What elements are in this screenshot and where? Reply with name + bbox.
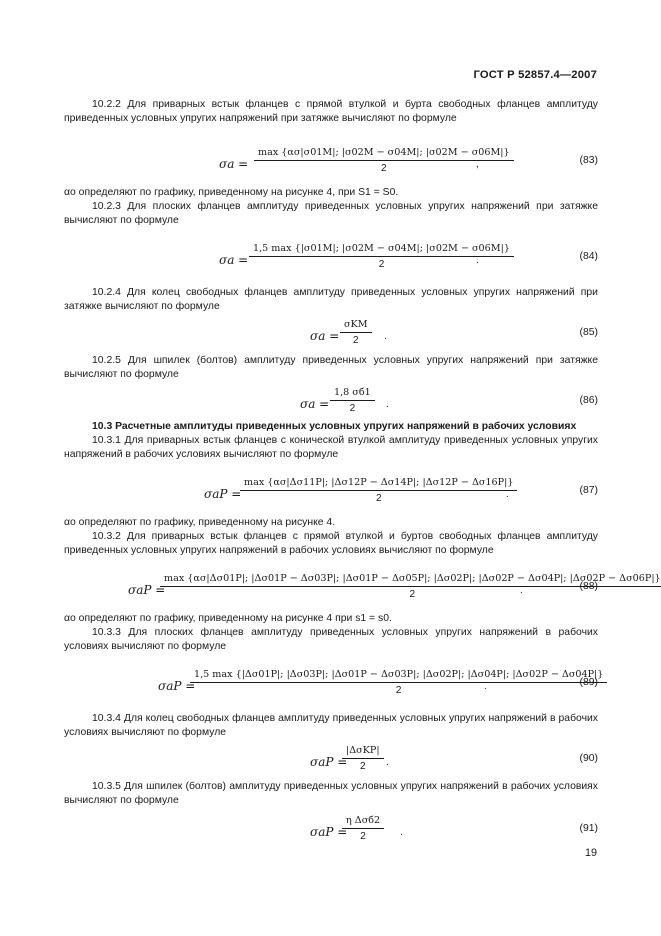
formula-fraction: [254, 146, 514, 176]
standard-header: ГОСТ Р 52857.4—2007: [473, 69, 597, 81]
formula-fraction: [190, 668, 607, 698]
equation-number: (89): [579, 677, 598, 688]
formula-lhs: σaP =: [158, 679, 196, 693]
equation-number: (86): [579, 395, 598, 406]
formula-91: [64, 814, 598, 848]
formula-84: [64, 242, 598, 276]
equation-number: (87): [579, 485, 598, 496]
formula-fraction: [249, 242, 514, 272]
formula-85: [64, 318, 598, 352]
formula-denominator: 2: [375, 493, 382, 505]
formula-punct: .: [400, 827, 403, 838]
formula-denominator: 2: [360, 831, 366, 843]
formula-punct: .: [484, 681, 487, 692]
equation-number: (83): [579, 155, 598, 166]
formula-fraction: [342, 744, 384, 774]
paragraph-10-2-4: 10.2.4 Для колец свободных фланцев амплитуду приведенных условных упругих напряжений при затяжке вычисляют по формуле: [64, 287, 598, 313]
page-number: 19: [584, 847, 597, 859]
formula-denominator: 2: [378, 259, 385, 271]
formula-denominator: 2: [409, 589, 416, 601]
equation-number: (84): [579, 251, 598, 262]
formula-numerator: σKM: [340, 318, 372, 333]
formula-86: [64, 386, 598, 420]
formula-lhs: σa =: [219, 157, 249, 171]
paragraph-alpha-note-3: αо определяют по графику, приведенному на рисунке 4 при s1 = s0.: [64, 613, 392, 624]
formula-83: [64, 146, 598, 180]
formula-numerator: max {ασ|σ01M|; |σ02M − σ04M|; |σ02M − σ06M|}: [254, 146, 514, 161]
formula-punct: .: [520, 585, 523, 596]
formula-numerator: |ΔσKP|: [342, 744, 384, 759]
formula-punct: .: [386, 399, 389, 410]
paragraph-10-3-3: 10.3.3 Для плоских фланцев амплитуду приведенных условных упругих напряжений в рабочих условиях вычисляют по формуле: [64, 627, 598, 653]
formula-fraction: [340, 318, 372, 348]
formula-lhs: σaP =: [310, 755, 348, 769]
formula-punct: .: [384, 331, 387, 342]
paragraph-10-2-5: 10.2.5 Для шпилек (болтов) амплитуду приведенных условных упругих напряжений при затяжке вычисляют по формуле: [64, 355, 598, 381]
formula-numerator: η Δσб2: [342, 814, 384, 829]
paragraph-10-3-2: 10.3.2 Для приварных встык фланцев с прямой втулкой и буртов свободных фланцев амплитуду приведенных условных упругих напряжений в рабочих условиях вычисляют по формуле: [64, 531, 598, 557]
equation-number: (91): [579, 823, 598, 834]
paragraph-10-3-1: 10.3.1 Для приварных встык фланцев с конической втулкой амплитуду приведенных условных упругих напряжений в рабочих условиях вычисляют по формуле: [64, 435, 598, 461]
formula-numerator: max {ασ|Δσ11P|; |Δσ12P − Δσ14P|; |Δσ12P − Δσ16P|}: [240, 476, 517, 491]
paragraph-alpha-note-1: αо определяют по графику, приведенному на рисунке 4, при S1 = S0.: [64, 187, 399, 198]
formula-denominator: 2: [360, 761, 366, 773]
paragraph-10-2-3: 10.2.3 Для плоских фланцев амплитуду приведенных условных упругих напряжений при затяжке вычисляют по формуле: [64, 201, 598, 227]
paragraph-10-3-5: 10.3.5 Для шпилек (болтов) амплитуду приведенных условных упругих напряжений в рабочих условиях вычисляют по формуле: [64, 781, 598, 807]
formula-punct: .: [476, 255, 479, 266]
formula-numerator: 1,5 max {|Δσ01P|; |Δσ03P|; |Δσ01P − Δσ03P|; |Δσ02P|; |Δσ04P|; |Δσ02P − Δσ04P|}: [190, 668, 607, 683]
formula-90: [64, 744, 598, 778]
formula-denominator: 2: [352, 335, 359, 347]
formula-denominator: 2: [349, 403, 356, 415]
formula-numerator: 1,5 max {|σ01M|; |σ02M − σ04M|; |σ02M − σ06M|}: [249, 242, 514, 257]
formula-lhs: σa =: [219, 253, 249, 267]
formula-fraction: [330, 386, 375, 416]
formula-lhs: σa =: [310, 329, 340, 343]
formula-lhs: σa =: [300, 397, 330, 411]
formula-numerator: 1,8 σб1: [330, 386, 375, 401]
paragraph-10-3-4: 10.3.4 Для колец свободных фланцев амплитуду приведенных условных упругих напряжений в рабочих условиях вычисляют по формуле: [64, 713, 598, 739]
equation-number: (85): [579, 327, 598, 338]
formula-punct: .: [386, 757, 389, 768]
section-heading-10-3: 10.3 Расчетные амплитуды приведенных условных упругих напряжений в рабочих условиях: [92, 421, 577, 432]
equation-number: (88): [579, 581, 598, 592]
formula-punct: ,: [476, 159, 479, 170]
formula-89: [64, 668, 604, 702]
formula-lhs: σaP =: [310, 825, 348, 839]
formula-fraction: [342, 814, 384, 844]
formula-fraction: [240, 476, 517, 506]
formula-87: [64, 476, 598, 510]
formula-numerator: max {ασ|Δσ01P|; |Δσ01P − Δσ03P|; |Δσ01P − Δσ05P|; |Δσ02P|; |Δσ02P − Δσ04P|; |Δσ02P − Δσ06P|}: [160, 572, 661, 587]
formula-lhs: σaP =: [204, 487, 242, 501]
paragraph-alpha-note-2: αо определяют по графику, приведенному на рисунке 4.: [64, 517, 336, 528]
formula-denominator: 2: [381, 163, 387, 175]
paragraph-10-2-2: 10.2.2 Для приварных встык фланцев с прямой втулкой и бурта свободных фланцев амплитуду приведенных условных упругих напряжений при затяжке вычисляют по формуле: [64, 99, 598, 125]
formula-punct: .: [506, 489, 509, 500]
formula-denominator: 2: [395, 685, 402, 697]
formula-88: [64, 572, 661, 606]
equation-number: (90): [579, 753, 598, 764]
formula-lhs: σaP =: [128, 583, 166, 597]
